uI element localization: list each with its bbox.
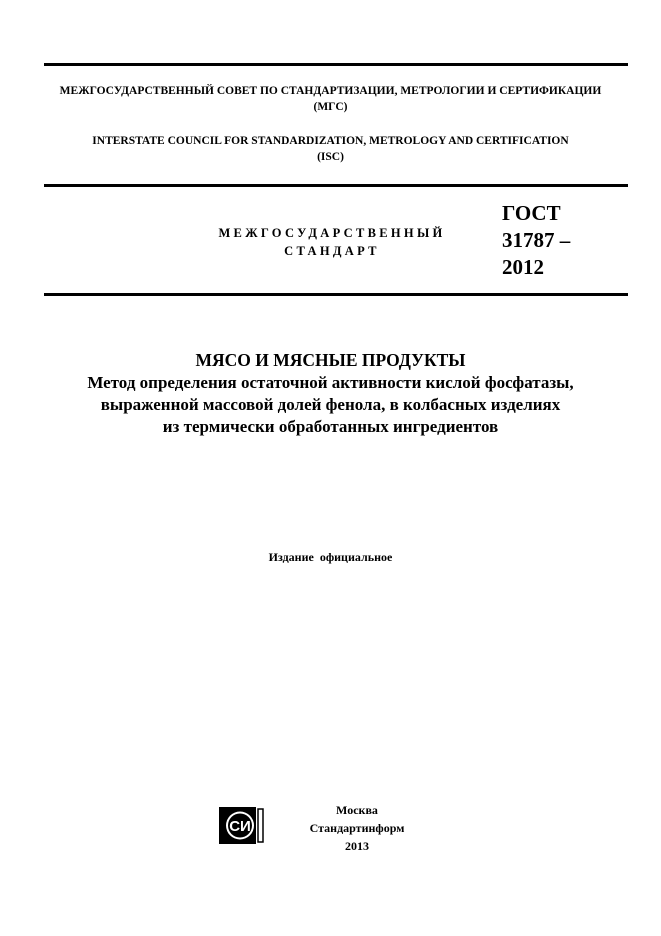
council-abbr-en: (ISC) bbox=[317, 151, 344, 163]
subtitle-line3: из термически обработанных ингредиентов bbox=[162, 417, 499, 436]
standard-label bbox=[196, 224, 468, 260]
edition-note: Издание официальное bbox=[268, 550, 393, 564]
standard-label-line2: СТАНДАРТ bbox=[284, 244, 380, 258]
publication-year: 2013 bbox=[345, 839, 369, 853]
standartinform-logo bbox=[218, 806, 268, 846]
standard-code-line2: 31787 – bbox=[502, 228, 571, 252]
header-rule-bottom bbox=[44, 293, 628, 296]
standard-code-line3: 2012 bbox=[502, 255, 544, 279]
subtitle-line1: Метод определения остаточной активности кислой фосфатазы, bbox=[87, 373, 574, 392]
standard-code bbox=[502, 200, 570, 281]
council-name-en bbox=[0, 133, 661, 165]
publisher-name: Стандартинформ bbox=[309, 821, 405, 835]
standard-code-line1: ГОСТ bbox=[502, 201, 561, 225]
council-name-ru-line1: МЕЖГОСУДАРСТВЕННЫЙ СОВЕТ ПО СТАНДАРТИЗАЦИИ, МЕТРОЛОГИИ И СЕРТИФИКАЦИИ bbox=[59, 85, 602, 97]
council-abbr-ru: (МГС) bbox=[313, 101, 348, 113]
document-title: МЯСО И МЯСНЫЕ ПРОДУКТЫ bbox=[195, 350, 466, 370]
logo-text: СИ bbox=[229, 818, 251, 835]
header-rule-top bbox=[44, 184, 628, 187]
publisher-block bbox=[286, 801, 428, 855]
top-rule bbox=[44, 63, 628, 66]
council-name-en-line1: INTERSTATE COUNCIL FOR STANDARDIZATION, METROLOGY AND CERTIFICATION bbox=[92, 135, 569, 147]
publisher-city: Москва bbox=[336, 803, 378, 817]
standard-label-line1: МЕЖГОСУДАРСТВЕННЫЙ bbox=[218, 226, 446, 240]
subtitle-line2: выраженной массовой долей фенола, в колбасных изделиях bbox=[100, 395, 561, 414]
document-subtitle bbox=[0, 372, 661, 438]
council-name-ru bbox=[0, 83, 661, 115]
